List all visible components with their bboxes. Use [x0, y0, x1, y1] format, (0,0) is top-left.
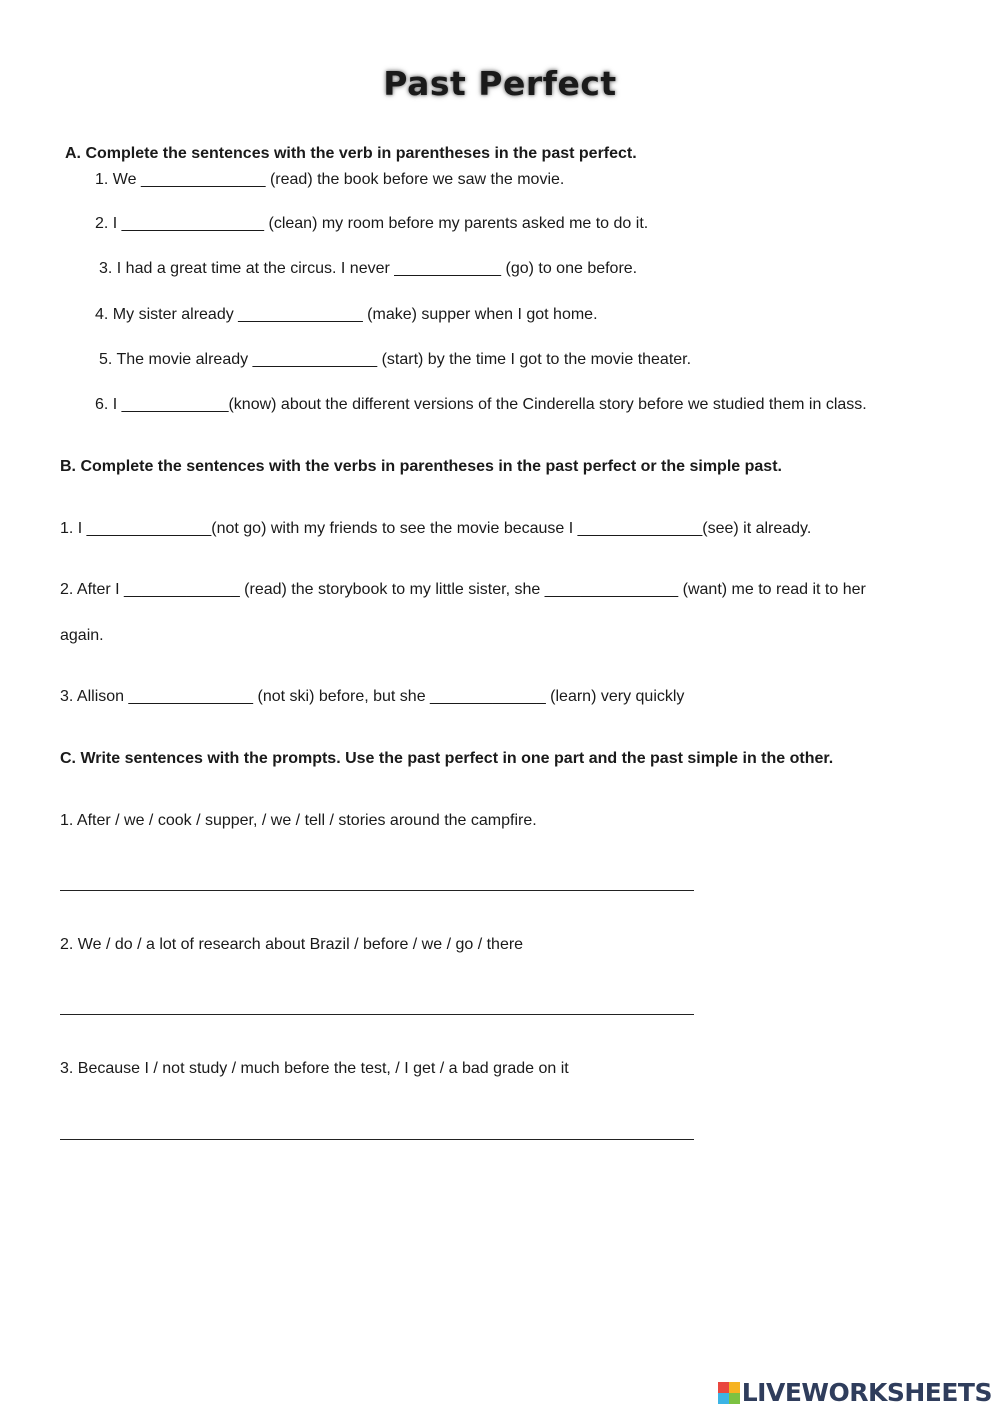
- section-a-item-3: 3. I had a great time at the circus. I never ____________ (go) to one before.: [99, 260, 638, 277]
- section-a-item-5: 5. The movie already ______________ (start) by the time I got to the movie theater.: [99, 351, 692, 368]
- section-a-item-2: 2. I ________________ (clean) my room before my parents asked me to do it.: [95, 215, 649, 232]
- logo-mark-yellow: [729, 1382, 740, 1393]
- section-c-heading: C. Write sentences with the prompts. Use the past perfect in one part and the past simple in the other.: [60, 750, 834, 767]
- section-c-item-2: 2. We / do / a lot of research about Brazil / before / we / go / there: [60, 936, 524, 953]
- section-b-item-3: 3. Allison ______________ (not ski) before, but she _____________ (learn) very quickly: [60, 688, 685, 705]
- logo-text: LIVEWORKSHEETS: [741, 1378, 992, 1407]
- liveworksheets-logo-mark: [718, 1382, 740, 1404]
- section-a-item-1: 1. We ______________ (read) the book before we saw the movie.: [95, 171, 565, 188]
- section-a-item-6: 6. I ____________(know) about the different versions of the Cinderella story before we studied them in class.: [95, 396, 867, 413]
- section-b-item-1: 1. I ______________(not go) with my friends to see the movie because I ______________(see) it already.: [60, 520, 812, 537]
- liveworksheets-logo: [718, 1378, 992, 1407]
- logo-mark-green: [729, 1393, 740, 1404]
- answer-line-3: [60, 1139, 694, 1140]
- page-title: Past Perfect: [383, 64, 617, 103]
- section-c-item-1: 1. After / we / cook / supper, / we / tell / stories around the campfire.: [60, 812, 537, 829]
- section-a-heading: A. Complete the sentences with the verb in parentheses in the past perfect.: [65, 145, 637, 162]
- section-b-item-2: 2. After I _____________ (read) the storybook to my little sister, she _______________ (want) me to read it to her: [60, 581, 866, 598]
- answer-line-1: [60, 890, 694, 891]
- section-b-heading: B. Complete the sentences with the verbs in parentheses in the past perfect or the simple past.: [60, 458, 782, 475]
- section-b-item-2-continued: again.: [60, 627, 104, 644]
- section-c-item-3: 3. Because I / not study / much before the test, / I get / a bad grade on it: [60, 1060, 569, 1077]
- answer-line-2: [60, 1014, 694, 1015]
- section-a-item-4: 4. My sister already ______________ (make) supper when I got home.: [95, 306, 598, 323]
- logo-mark-blue: [718, 1393, 729, 1404]
- logo-mark-red: [718, 1382, 729, 1393]
